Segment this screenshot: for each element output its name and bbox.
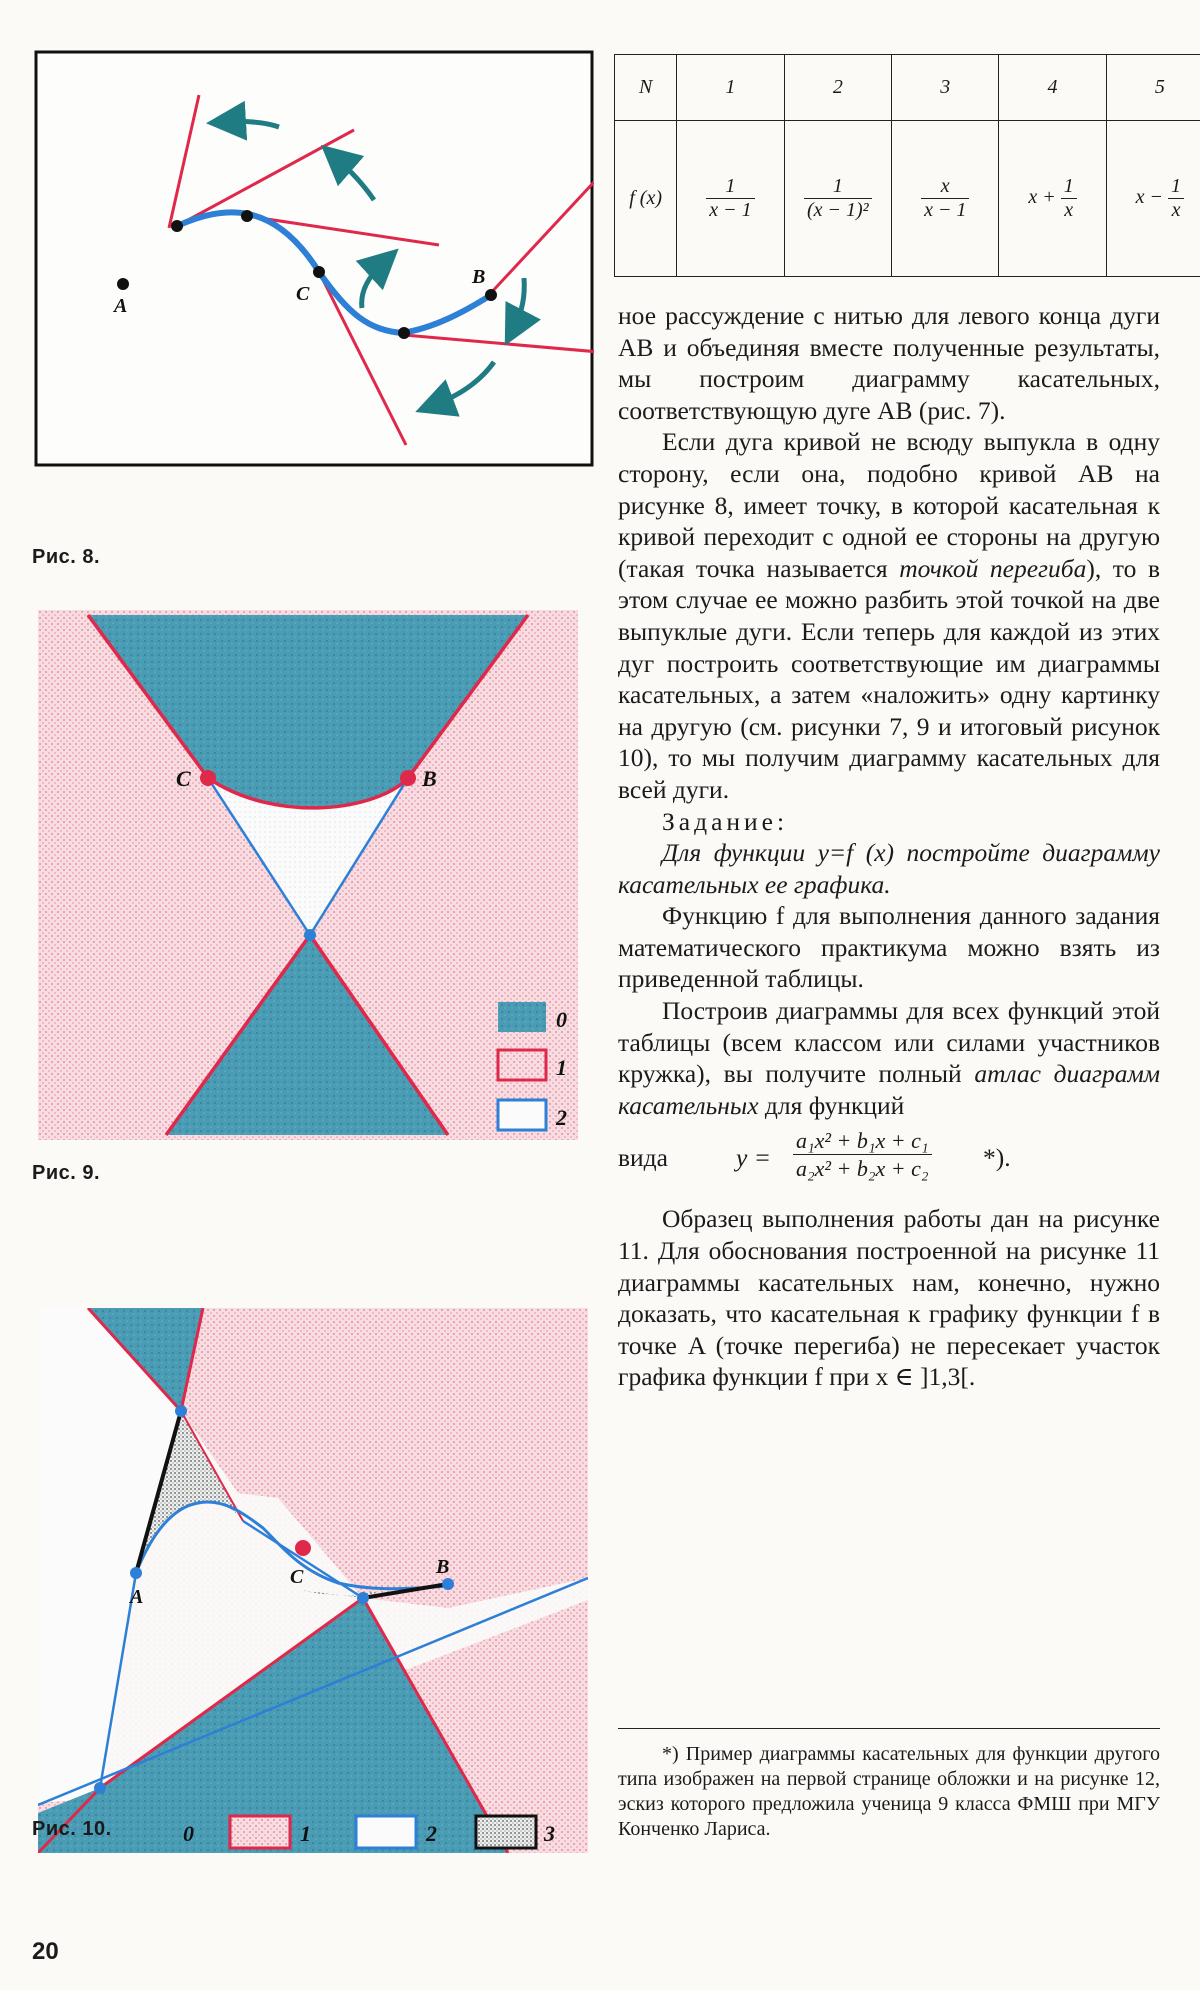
point-a <box>130 1567 142 1579</box>
function-table <box>614 54 1200 277</box>
footnote: *) Пример диаграммы касательных для функции другого типа изображен на первой странице обложки и на рисунке 12, эскиз которого предложила ученица 9 класса ФМШ при МГУ Конченко Лариса. <box>618 1743 1160 1840</box>
figure-10 <box>38 1308 588 1853</box>
paragraph-1: ное рассуждение с нитью для левого конца дуги AB и объединяя вместе полученные результаты, мы построим диаграмму касательных, соответствующую дуге AB (рис. 7). <box>618 301 1160 425</box>
table-col-1: 1 <box>677 55 784 121</box>
table-row-label: f (x) <box>615 121 677 277</box>
svg-text:0: 0 <box>556 1007 567 1032</box>
figure-9 <box>38 610 578 1140</box>
table-col-3: 3 <box>892 55 999 121</box>
table-col-4: 4 <box>999 55 1106 121</box>
svg-text:2: 2 <box>556 1105 567 1130</box>
task-body: Для функции y=f (x) постройте диаграмму касательных ее графика. <box>618 838 1160 899</box>
table-header-n: N <box>615 55 677 121</box>
point-c <box>313 266 325 278</box>
page-number: 20 <box>32 1938 59 1965</box>
svg-text:2: 2 <box>426 1821 437 1846</box>
task-heading: Задание: <box>662 806 789 836</box>
legend-9 <box>498 1002 567 1130</box>
table-col-5: 5 <box>1106 55 1200 121</box>
point-c <box>295 1540 311 1556</box>
paragraph-3: Функцию f для выполнения данного задания математического практикума можно взять из приведенной таблицы. <box>618 901 1160 994</box>
main-text <box>618 300 1160 1393</box>
figure-8-frame <box>36 52 592 465</box>
svg-text:0: 0 <box>183 1821 194 1846</box>
label-c: C <box>176 766 191 791</box>
svg-text:1: 1 <box>300 1821 311 1846</box>
point-b <box>400 770 416 786</box>
table-cell-4: x + $\frac{1}{x}$ <box>999 121 1106 277</box>
footnote-divider <box>618 1728 1160 1729</box>
label-c: C <box>290 1566 304 1588</box>
point-b <box>442 1578 454 1590</box>
paragraph-5: Образец выполнения работы дан на рисунке 11. Для обоснования построенной на рисунке 11 диаграммы касательных нам, конечно, нужно доказать, что касательная к графику функции f в точке A (точке перегиба) не пересекает участок графика функции f при x ∈ ]1,3[. <box>618 1204 1160 1392</box>
label-b: B <box>472 266 486 288</box>
table-cell-3: $\frac{x}{x - 1}$ <box>892 121 999 277</box>
label-c: C <box>296 283 310 305</box>
caption-fig8: Рис. 8. <box>32 546 101 568</box>
label-b: B <box>422 766 437 791</box>
point-a <box>117 278 129 290</box>
table-cell-1: $\frac{1}{x - 1}$ <box>677 121 784 277</box>
point-c <box>200 770 216 786</box>
figure-8 <box>34 50 594 470</box>
paragraph-4: Построив диаграммы для всех функций этой таблицы (всем классом или силами участников кружка), вы получите полный атлас диаграмм касательных для функций <box>618 996 1160 1120</box>
label-a: A <box>114 295 128 317</box>
point-b <box>485 289 497 301</box>
caption-fig10: Рис. 10. <box>32 1818 112 1840</box>
svg-text:1: 1 <box>556 1055 567 1080</box>
table-col-2: 2 <box>784 55 892 121</box>
formula: вида y = $\frac{\text{a₁x² + b₁x + c₁}}{\text{a₂x² + b₂x + c₂}}$ *). <box>618 1128 1011 1182</box>
label-a: A <box>130 1586 144 1608</box>
label-b: B <box>436 1556 450 1578</box>
paragraph-2: Если дуга кривой не всюду выпукла в одну сторону, если она, подобно кривой AB на рисунке 8, имеет точку, в которой касательная к кривой переходит с одной ее стороны на другую (такая точка называется точкой перегиба), то в этом случае ее можно разбить этой точкой на две выпуклые дуги. Если теперь для каждой из этих дуг построить соответствующие им диаграммы касательных, а затем «наложить» одну картинку на другую (см. рисунки 7, 9 и итоговый рисунок 10), то мы получим диаграмму касательных для всей дуги. <box>618 427 1160 804</box>
table-cell-2: $\frac{1}{\text{(x − 1)²}}$ <box>784 121 892 277</box>
table-cell-5: x − $\frac{1}{x}$ <box>1106 121 1200 277</box>
caption-fig9: Рис. 9. <box>32 1162 101 1184</box>
svg-text:3: 3 <box>544 1821 555 1846</box>
